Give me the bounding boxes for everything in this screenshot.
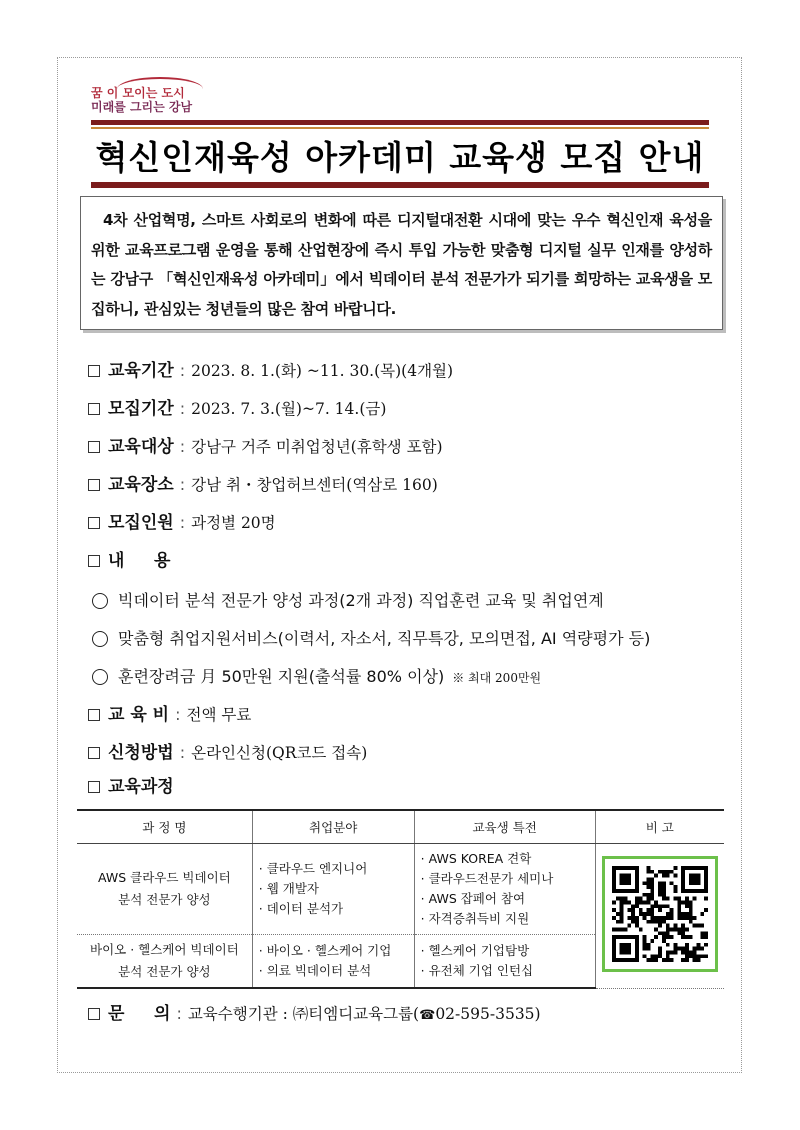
logo-line2: 미래를 그리는 강남 — [91, 100, 193, 114]
course-name-cell: 바이오 · 헬스케어 빅데이터 분석 전문가 양성 — [77, 935, 252, 989]
table-row — [77, 844, 724, 935]
content-note: ※ 최대 200만원 — [452, 671, 542, 685]
info-item-course: 교육과정 — [88, 776, 174, 798]
checkbox-icon — [88, 403, 100, 415]
title-bar-bottom — [91, 182, 709, 188]
column-header: 취업분야 — [252, 810, 414, 844]
checkbox-icon — [88, 781, 100, 793]
course-name-cell: AWS 클라우드 빅데이터 분석 전문가 양성 — [77, 844, 252, 935]
title-bar-accent — [91, 127, 709, 129]
course-table — [77, 809, 724, 989]
column-header: 비 고 — [595, 810, 724, 844]
phone-icon: ☎ — [419, 1008, 436, 1023]
info-item-period: 교육기간 : 2023. 8. 1.(화) ~11. 30.(목)(4개월) — [88, 360, 453, 382]
contact-line: 문 의 : 교육수행기관 : ㈜티엠디교육그룹(☎02-595-3535) — [88, 1003, 541, 1027]
content-item: 훈련장려금 月 50만원 지원(출석률 80% 이상) ※ 최대 200만원 — [92, 666, 541, 689]
jobs-cell: · 클라우드 엔지니어 · 웹 개발자 · 데이터 분석가 — [252, 844, 414, 935]
info-item-fee: 교 육 비 : 전액 무료 — [88, 704, 251, 726]
intro-text: 4차 산업혁명, 스마트 사회로의 변화에 따른 디지털대전환 시대에 맞는 우수 혁신인재 육성을 위한 교육프로그램 운영을 통해 산업현장에 즉시 투입 가능한 맞춤형 디지털 실무 인재를 양성하는 강남구 「혁신인재육성 아카데미」에서 빅데이터 분석 전문가가 되기를 희망하는 교육생을 모집하니, 관심있는 청년들의 많은 참여 바랍니다. — [91, 211, 712, 318]
qr-code-icon[interactable] — [602, 856, 718, 972]
circle-bullet-icon — [92, 593, 108, 609]
column-header: 교육생 특전 — [414, 810, 595, 844]
table-header-row — [77, 810, 724, 844]
checkbox-icon — [88, 365, 100, 377]
checkbox-icon — [88, 517, 100, 529]
checkbox-icon — [88, 709, 100, 721]
phone-number: 02-595-3535) — [435, 1005, 541, 1023]
circle-bullet-icon — [92, 669, 108, 685]
benefits-cell: · AWS KOREA 견학 · 클라우드전문가 세미나 · AWS 잡페어 참여 · 자격증취득비 지원 — [414, 844, 595, 935]
info-item-headcount: 모집인원 : 과정별 20명 — [88, 512, 276, 534]
column-header: 과 정 명 — [77, 810, 252, 844]
page-title: 혁신인재육성 아카데미 교육생 모집 안내 — [95, 138, 705, 177]
checkbox-icon — [88, 1008, 100, 1020]
intro-box — [80, 196, 723, 330]
checkbox-icon — [88, 479, 100, 491]
benefits-cell: · 헬스케어 기업탐방 · 유전체 기업 인턴십 — [414, 935, 595, 989]
title-bar-top — [91, 120, 709, 125]
checkbox-icon — [88, 441, 100, 453]
circle-bullet-icon — [92, 631, 108, 647]
checkbox-icon — [88, 555, 100, 567]
info-item-target: 교육대상 : 강남구 거주 미취업청년(휴학생 포함) — [88, 436, 443, 458]
info-item-apply: 신청방법 : 온라인신청(QR코드 접속) — [88, 742, 367, 764]
remarks-cell — [595, 844, 724, 989]
info-item-content: 내 용 — [88, 550, 170, 572]
logo — [91, 76, 211, 116]
logo-line1: 꿈 이 모이는 도시 — [91, 86, 185, 100]
content-item: 맞춤형 취업지원서비스(이력서, 자소서, 직무특강, 모의면접, AI 역량평가 등) — [92, 628, 650, 650]
info-item-recruit-period: 모집기간 : 2023. 7. 3.(월)~7. 14.(금) — [88, 398, 386, 420]
content-item: 빅데이터 분석 전문가 양성 과정(2개 과정) 직업훈련 교육 및 취업연계 — [92, 590, 604, 612]
checkbox-icon — [88, 747, 100, 759]
jobs-cell: · 바이오 · 헬스케어 기업 · 의료 빅데이터 분석 — [252, 935, 414, 989]
info-item-location: 교육장소 : 강남 취・창업허브센터(역삼로 160) — [88, 474, 438, 496]
